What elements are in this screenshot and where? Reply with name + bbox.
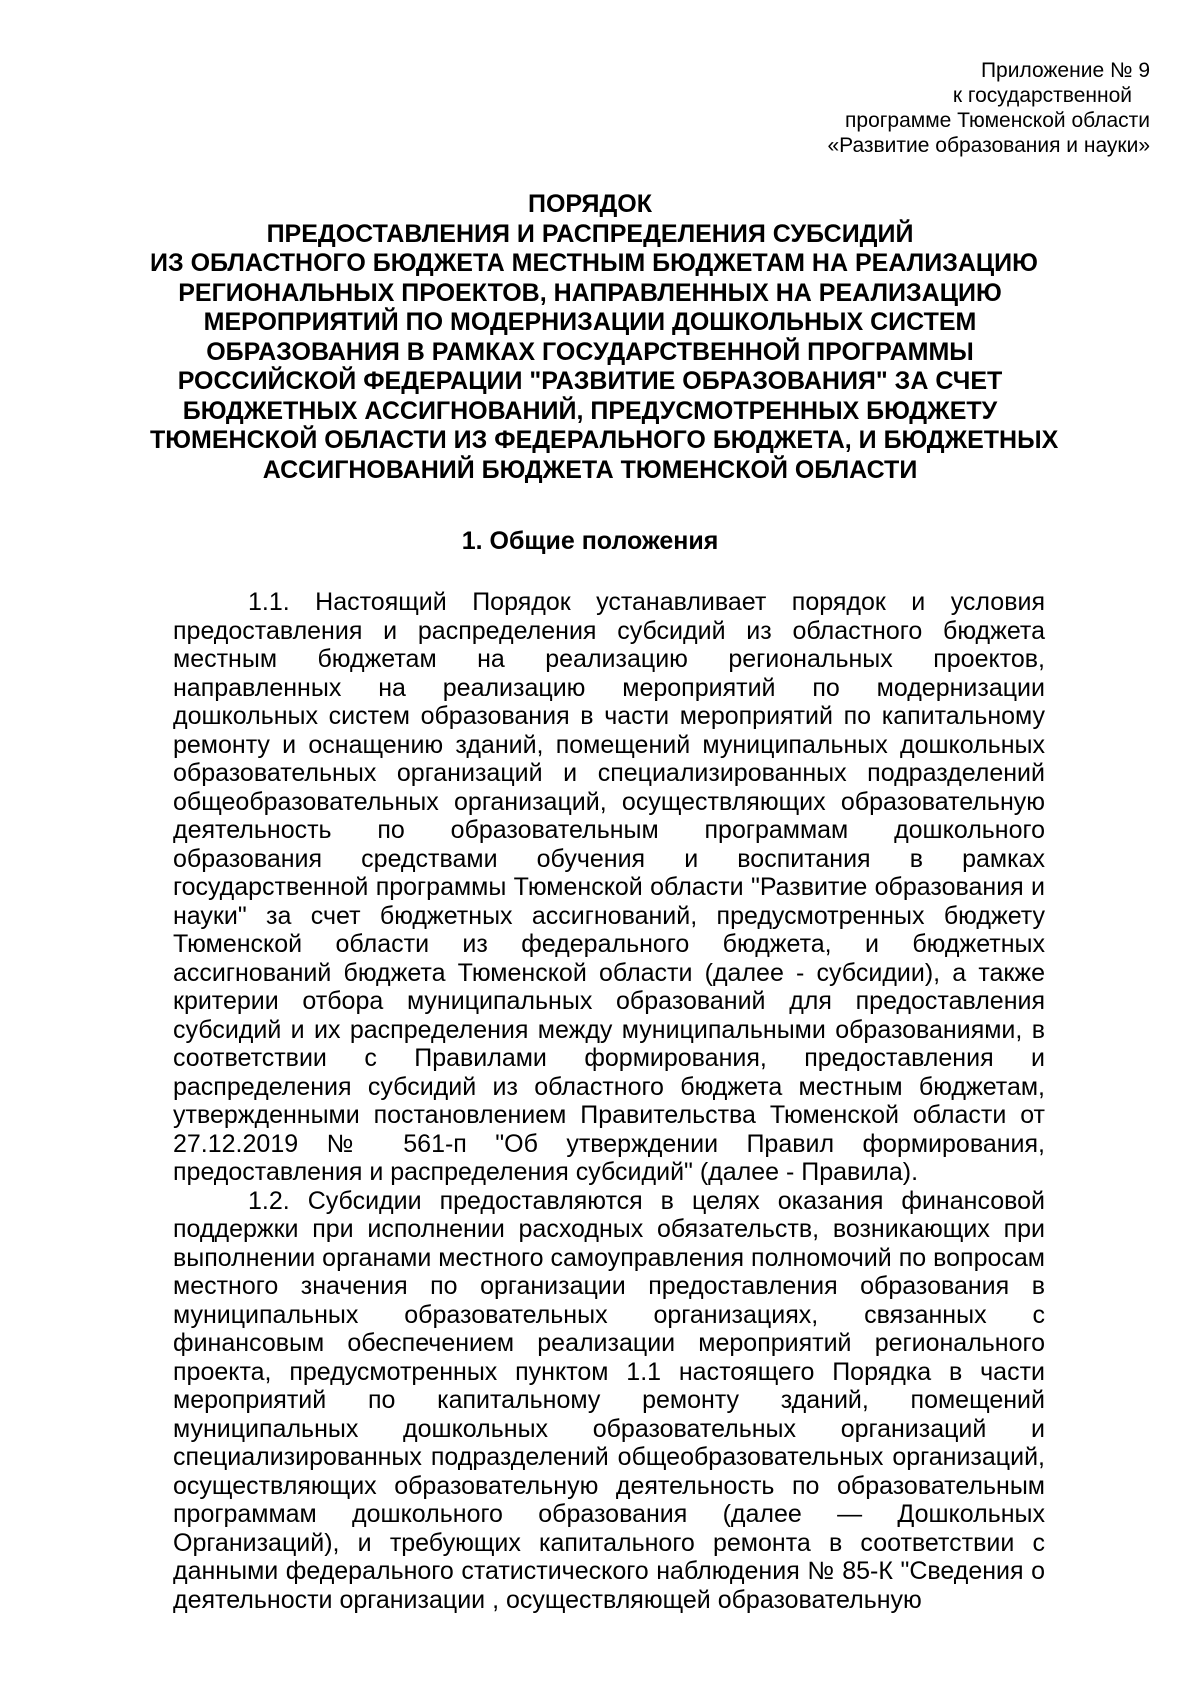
document-body bbox=[173, 588, 1045, 1614]
appendix-line: к государственной bbox=[952, 84, 1132, 107]
title-line: ИЗ ОБЛАСТНОГО БЮДЖЕТА МЕСТНЫМ БЮДЖЕТАМ НА РЕАЛИЗАЦИЮ bbox=[150, 249, 1038, 277]
appendix-line: Приложение № 9 bbox=[980, 59, 1150, 82]
title-line: МЕРОПРИЯТИЙ ПО МОДЕРНИЗАЦИИ ДОШКОЛЬНЫХ СИСТЕМ bbox=[203, 308, 977, 336]
title-line: ОБРАЗОВАНИЯ В РАМКАХ ГОСУДАРСТВЕННОЙ ПРОГРАММЫ bbox=[206, 337, 974, 366]
paragraph-1-1: 1.1. Настоящий Порядок устанавливает порядок и условия предоставления и распределения субсидий из областного бюджета местным бюджетам на реализацию региональных проектов, направленных на реализацию мероприятий по модернизации дошкольных систем образования в части мероприятий по капитальному ремонту и оснащению зданий, помещений муниципальных дошкольных образовательных организаций и специализированных подразделений общеобразовательных организаций, осуществляющих образовательную деятельность по образовательным программам дошкольного образования средствами обучения и воспитания в рамках государственной программы Тюменской области "Развитие образования и науки" за счет бюджетных ассигнований, предусмотренных бюджету Тюменской области из федерального бюджета, и бюджетных ассигнований бюджета Тюменской области (далее - субсидии), а также критерии отбора муниципальных образований для предоставления субсидий и их распределения между муниципальными образованиями, в соответствии с Правилами формирования, предоставления и распределения субсидий из областного бюджета местным бюджетам, утвержденными постановлением Правительства Тюменской области от 27.12.2019 № 561-п "Об утверждении Правил формирования, предоставления и распределения субсидий" (далее - Правила). bbox=[173, 588, 1045, 1186]
appendix-line: программе Тюменской области bbox=[845, 109, 1150, 132]
title-line: ПРЕДОСТАВЛЕНИЯ И РАСПРЕДЕЛЕНИЯ СУБСИДИЙ bbox=[266, 219, 914, 248]
title-line: АССИГНОВАНИЙ БЮДЖЕТА ТЮМЕНСКОЙ ОБЛАСТИ bbox=[262, 455, 918, 484]
section-heading: 1. Общие положения bbox=[461, 527, 719, 555]
appendix-note bbox=[650, 58, 1150, 158]
title-line: БЮДЖЕТНЫХ АССИГНОВАНИЙ, ПРЕДУСМОТРЕННЫХ БЮДЖЕТУ bbox=[182, 396, 998, 425]
appendix-line: «Развитие образования и науки» bbox=[827, 134, 1150, 157]
title-line: РОССИЙСКОЙ ФЕДЕРАЦИИ "РАЗВИТИЕ ОБРАЗОВАНИЯ" ЗА СЧЕТ bbox=[177, 367, 1003, 395]
title-line: РЕГИОНАЛЬНЫХ ПРОЕКТОВ, НАПРАВЛЕННЫХ НА РЕАЛИЗАЦИЮ bbox=[178, 278, 1002, 307]
title-line: ТЮМЕНСКОЙ ОБЛАСТИ ИЗ ФЕДЕРАЛЬНОГО БЮДЖЕТА, И БЮДЖЕТНЫХ bbox=[150, 426, 1059, 454]
paragraph-1-2: 1.2. Субсидии предоставляются в целях оказания финансовой поддержки при исполнении расходных обязательств, возникающих при выполнении органами местного самоуправления полномочий по вопросам местного значения по организации предоставления образования в муниципальных образовательных организациях, связанных с финансовым обеспечением реализации мероприятий регионального проекта, предусмотренных пунктом 1.1 настоящего Порядка в части мероприятий по капитальному ремонту зданий, помещений муниципальных дошкольных образовательных организаций и специализированных подразделений общеобразовательных организаций, осуществляющих образовательную деятельность по образовательным программам дошкольного образования (далее — Дошкольных Организаций), и требующих капитального ремонта в соответствии с данными федерального статистического наблюдения № 85-К "Сведения о деятельности организации , осуществляющей образовательную bbox=[173, 1186, 1045, 1614]
title-line: ПОРЯДОК bbox=[528, 190, 652, 218]
document-title bbox=[150, 190, 1059, 485]
